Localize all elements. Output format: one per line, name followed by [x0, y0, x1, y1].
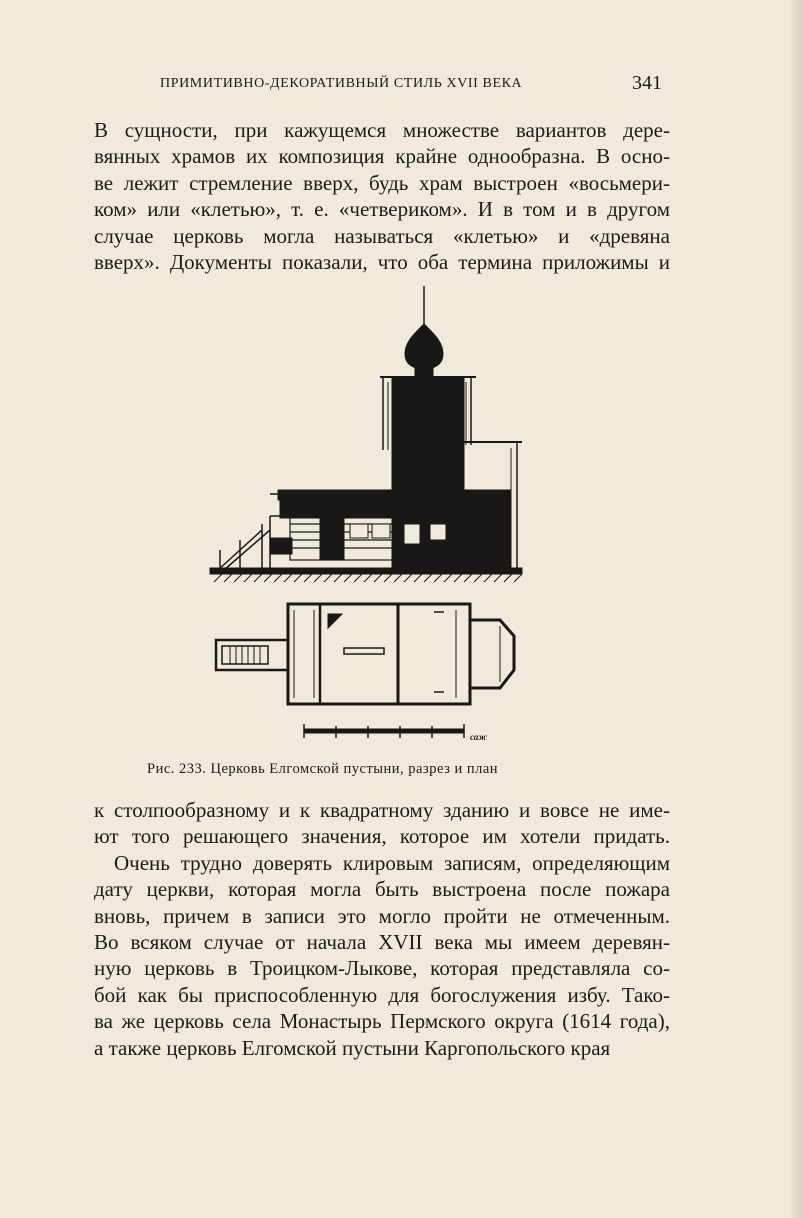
text-line: а также церковь Елгомской пустыни Каргопольского края [94, 1035, 611, 1060]
text-line: ва же церковь села Монастырь Пермского округа (1614 года), [94, 1009, 670, 1034]
scale-bar [304, 724, 464, 738]
text-line: ком» или «клетью», т. е. «четвериком». И в том и в другом [94, 197, 670, 222]
text-line: случае церковь могла называться «клетью» и «древяна [94, 223, 670, 248]
page-number: 341 [632, 72, 662, 94]
running-head: ПРИМИТИВНО-ДЕКОРАТИВНЫЙ СТИЛЬ XVII ВЕКА [160, 76, 523, 91]
text-line: вновь, причем в записи это могло пройти не отмеченным. [94, 903, 670, 928]
figure-caption: Рис. 233. Церковь Елгомской пустыни, разрез и план [147, 761, 499, 777]
text-line: ве лежит стремление вверх, будь храм выстроен «восьмери- [94, 170, 670, 195]
church-drawing [200, 280, 540, 750]
text-line: Очень трудно доверять клировым записям, определяющим [114, 850, 670, 875]
church-figure [200, 280, 540, 750]
text-line: дату церкви, которая могла быть выстроена после пожара [94, 877, 670, 902]
church-section [210, 286, 522, 582]
text-line: ную церковь в Троицком-Лыкове, которая представляла со- [94, 956, 670, 981]
text-line: вверх». Документы показали, что оба термина приложимы и [94, 249, 670, 274]
text-line: В сущности, при кажущемся множестве вариантов дере- [94, 118, 670, 142]
text-line: к столпообразному и к квадратному зданию и вовсе не име- [94, 798, 670, 822]
page-edge-shadow [789, 0, 803, 1218]
scale-unit-label: саж [470, 732, 487, 742]
bottom-paragraphs [94, 797, 670, 1061]
church-plan [216, 604, 514, 704]
text-line: бой как бы приспособленную для богослужения избу. Тако- [94, 982, 670, 1007]
text-line: вянных храмов их композиция крайне однообразна. В осно- [94, 144, 670, 169]
top-paragraph [94, 117, 670, 275]
text-line: Во всяком случае от начала XVII века мы имеем деревян- [94, 929, 670, 954]
text-line: ют того решающего значения, которое им хотели придать. [94, 824, 670, 849]
